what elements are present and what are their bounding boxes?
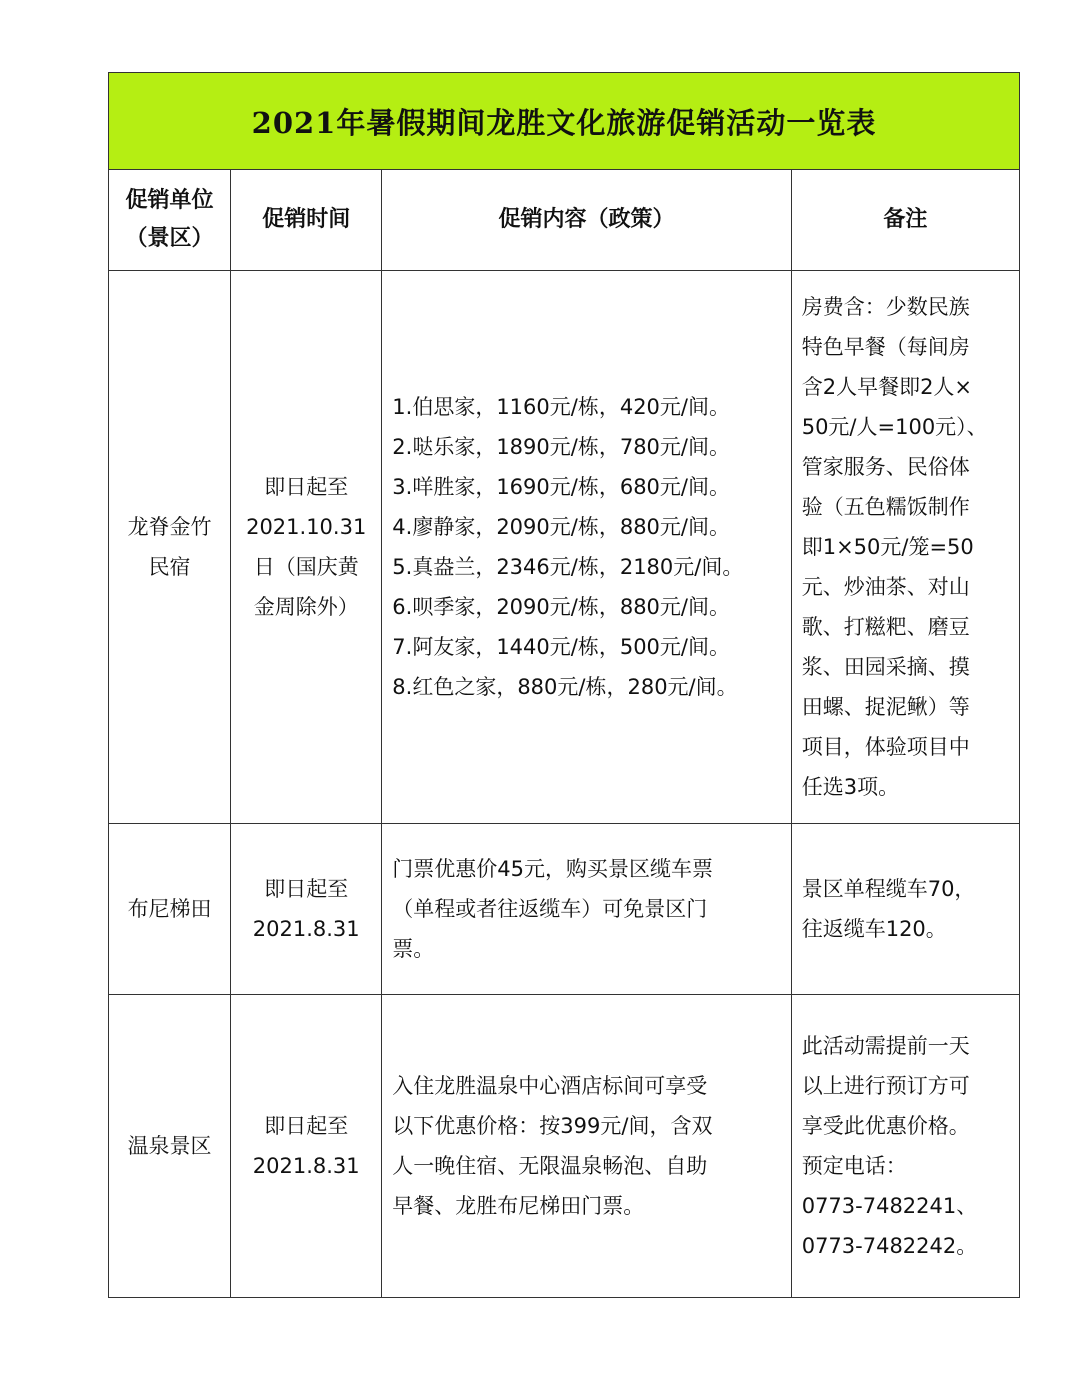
content-line: 1.伯思家，1160元/栋，420元/间。 [392, 395, 730, 419]
note-line: 项目，体验项目中 [801, 735, 970, 759]
unit-line: 龙脊金竹 [127, 515, 212, 539]
time-line: 2021.8.31 [252, 1154, 360, 1178]
time-line: 金周除外） [253, 595, 359, 619]
note-line: 元、炒油茶、对山 [801, 575, 970, 599]
note-line: 房费含：少数民族 [801, 295, 970, 319]
table-title-row [109, 73, 1020, 170]
time-line: 2021.10.31 [246, 515, 367, 539]
content-line: 2.哒乐家，1890元/栋，780元/间。 [392, 435, 730, 459]
time-cell [231, 824, 382, 995]
content-line: 早餐、龙胜布尼梯田门票。 [392, 1194, 645, 1218]
content-line: 6.呗季家，2090元/栋，880元/间。 [392, 595, 730, 619]
note-line: 田螺、捉泥鳅）等 [801, 695, 970, 719]
header-content: 促销内容（政策） [382, 170, 791, 271]
content-cell [382, 824, 791, 995]
unit-cell [109, 271, 231, 824]
unit-cell: 温泉景区 [109, 995, 231, 1298]
table-title: 2021年暑假期间龙胜文化旅游促销活动一览表 [109, 73, 1020, 170]
note-line: 即1×50元/笼=50 [801, 535, 974, 559]
table-row [109, 271, 1020, 824]
content-line: 人一晚住宿、无限温泉畅泡、自助 [392, 1154, 708, 1178]
promotion-table [108, 72, 1020, 1298]
table-header-row [109, 170, 1020, 271]
content-line: 3.咩胜家，1690元/栋，680元/间。 [392, 475, 730, 499]
time-line: 即日起至 [264, 877, 349, 901]
note-line: 验（五色糯饭制作 [801, 495, 970, 519]
note-line: 往返缆车120。 [801, 917, 947, 941]
header-note: 备注 [791, 170, 1019, 271]
table-row [109, 824, 1020, 995]
promotion-table-sheet [108, 72, 1020, 1298]
content-line: 5.真盎兰，2346元/栋，2180元/间。 [392, 555, 744, 579]
note-line: 50元/人=100元）、 [801, 415, 988, 439]
unit-line: 民宿 [148, 555, 191, 579]
content-line: 票。 [392, 937, 435, 961]
header-unit-line1: 促销单位 [125, 188, 214, 213]
time-line: 日（国庆黄 [253, 555, 359, 579]
note-cell [791, 271, 1019, 824]
time-line: 2021.8.31 [252, 917, 360, 941]
content-cell [382, 271, 791, 824]
header-time: 促销时间 [231, 170, 382, 271]
content-line: 入住龙胜温泉中心酒店标间可享受 [392, 1074, 708, 1098]
time-cell [231, 271, 382, 824]
time-line: 即日起至 [264, 475, 349, 499]
table-row [109, 995, 1020, 1298]
content-line: （单程或者往返缆车）可免景区门 [392, 897, 708, 921]
content-line: 7.阿友家，1440元/栋，500元/间。 [392, 635, 730, 659]
time-line: 即日起至 [264, 1114, 349, 1138]
content-line: 门票优惠价45元，购买景区缆车票 [392, 857, 714, 881]
note-line: 特色早餐（每间房 [801, 335, 970, 359]
note-cell [791, 824, 1019, 995]
note-line: 0773-7482241、 [801, 1194, 978, 1218]
content-line: 8.红色之家，880元/栋，280元/间。 [392, 675, 738, 699]
note-line: 景区单程缆车70， [801, 877, 976, 901]
note-line: 含2人早餐即2人× [801, 375, 973, 399]
note-cell [791, 995, 1019, 1298]
header-unit-line2: （景区） [125, 226, 214, 251]
time-cell [231, 995, 382, 1298]
unit-cell: 布尼梯田 [109, 824, 231, 995]
note-line: 任选3项。 [801, 775, 900, 799]
note-line: 享受此优惠价格。 [801, 1114, 970, 1138]
note-line: 以上进行预订方可 [801, 1074, 970, 1098]
note-line: 此活动需提前一天 [801, 1034, 970, 1058]
content-cell [382, 995, 791, 1298]
note-line: 歌、打糍粑、磨豆 [801, 615, 970, 639]
note-line: 预定电话： [801, 1154, 907, 1178]
content-line: 4.廖静家，2090元/栋，880元/间。 [392, 515, 730, 539]
header-unit [109, 170, 231, 271]
content-line: 以下优惠价格：按399元/间，含双 [392, 1114, 713, 1138]
note-line: 浆、田园采摘、摸 [801, 655, 970, 679]
note-line: 管家服务、民俗体 [801, 455, 970, 479]
note-line: 0773-7482242。 [801, 1234, 978, 1258]
